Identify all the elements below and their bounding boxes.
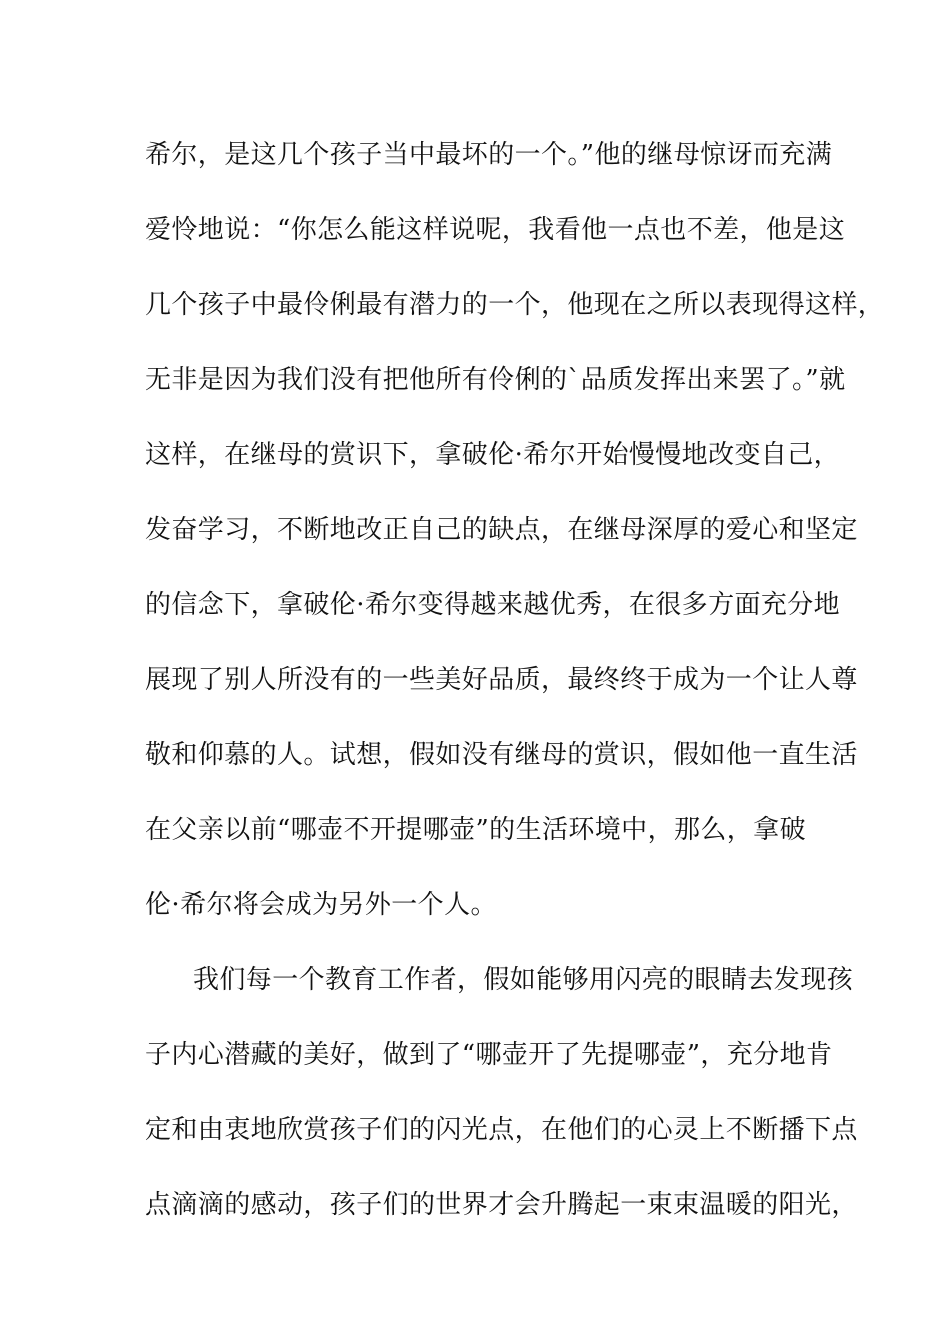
text-line: 点滴滴的感动，孩子们的世界才会升腾起一束束温暖的阳光，	[145, 1190, 858, 1220]
text-line: 定和由衷地欣赏孩子们的闪光点，在他们的心灵上不断播下点	[145, 1115, 858, 1145]
text-line: 无非是因为我们没有把他所有伶俐的`品质发挥出来罢了。”就	[145, 365, 846, 395]
text-line: 展现了别人所没有的一些美好品质，最终终于成为一个让人尊	[145, 665, 858, 695]
text-line: 希尔，是这几个孩子当中最坏的一个。”他的继母惊讶而充满	[145, 140, 833, 170]
text-line: 伦·希尔将会成为另外一个人。	[145, 890, 497, 920]
paragraph-first-line: 我们每一个教育工作者，假如能够用闪亮的眼睛去发现孩	[193, 965, 854, 995]
text-line: 几个孩子中最伶俐最有潜力的一个，他现在之所以表现得这样，	[145, 290, 885, 320]
text-line: 发奋学习，不断地改正自己的缺点，在继母深厚的爱心和坚定	[145, 515, 858, 545]
text-line: 在父亲以前“哪壶不开提哪壶”的生活环境中，那么，拿破	[145, 815, 806, 845]
text-line: 敬和仰慕的人。试想，假如没有继母的赏识，假如他一直生活	[145, 740, 858, 770]
text-line: 爱怜地说：“你怎么能这样说呢，我看他一点也不差，他是这	[145, 215, 846, 245]
text-line: 这样，在继母的赏识下，拿破伦·希尔开始慢慢地改变自己，	[145, 440, 841, 470]
text-line: 的信念下，拿破伦·希尔变得越来越优秀，在很多方面充分地	[145, 590, 841, 620]
text-line: 子内心潜藏的美好，做到了“哪壶开了先提哪壶”，充分地肯	[145, 1040, 833, 1070]
